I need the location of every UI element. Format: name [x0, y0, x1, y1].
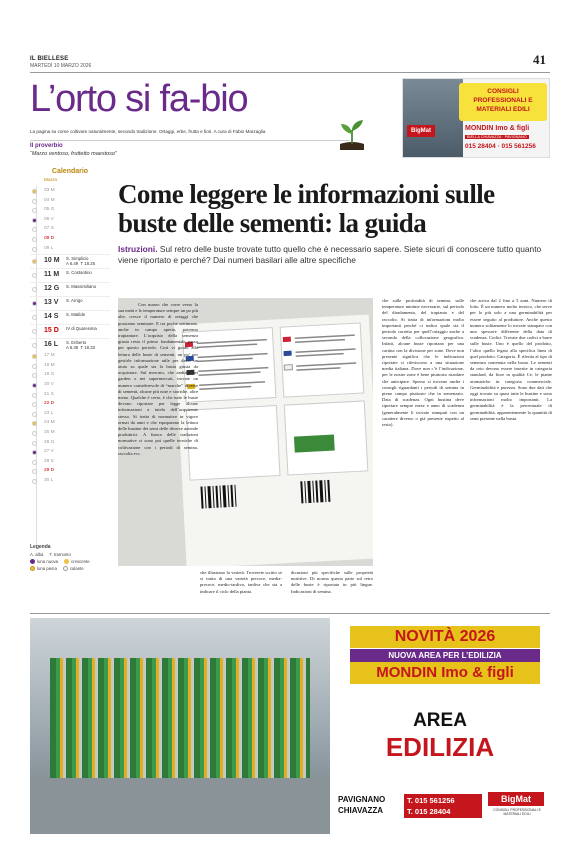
calendar-day-label: 26 G	[44, 439, 55, 445]
town-1: PAVIGNANO	[338, 795, 386, 804]
bigmat-logo: BigMat	[407, 125, 435, 137]
calendar-day-label: 21 S	[44, 391, 54, 397]
calendar-day	[30, 206, 110, 216]
phone-1: T. 015 561256	[407, 796, 455, 805]
calendar-day-label: 22 D	[44, 401, 55, 407]
moon-phase-icon	[32, 199, 37, 204]
calendar-day-label: 27 V	[44, 449, 54, 455]
moon-phase-icon	[32, 383, 37, 388]
ad-top-line2: PROFESSIONALI E	[473, 97, 533, 104]
calendar-day-label: 14 S	[44, 313, 59, 321]
bigmat-logo-bottom: BigMat	[488, 792, 544, 806]
legend-waxing: crescente	[64, 559, 90, 564]
moon-phase-icon	[32, 343, 37, 348]
calendar-saint: S. Massimiliano	[66, 284, 97, 290]
moon-phase-icon	[32, 441, 37, 446]
calendar-day-label: 16 L	[44, 341, 59, 349]
tool-rack	[50, 658, 310, 778]
calendar-day	[30, 391, 110, 401]
calendar-title: Calendario	[51, 168, 89, 175]
moon-phase-icon	[32, 393, 37, 398]
town-2: CHIAVAZZA	[338, 806, 384, 815]
legend-alba: A. alba	[30, 552, 44, 557]
calendar-day	[30, 371, 110, 381]
page-number: 41	[533, 52, 546, 67]
calendar-day	[30, 338, 110, 352]
ad-top-line3: MATERIALI EDILI	[476, 106, 530, 113]
ad-bottom-tagline: CONSIGLI PROFESSIONALI E MATERIALI EDILI	[493, 808, 541, 816]
ad-bottom-panel	[330, 618, 550, 834]
ad-bottom-area: AREA	[413, 710, 467, 731]
calendar-day	[30, 448, 110, 458]
calendar-day-label: 30 L	[44, 477, 54, 483]
ad-top-line1: CONSIGLI	[487, 88, 519, 95]
calendar-day-label: 20 V	[44, 381, 54, 387]
calendar-day	[30, 254, 110, 268]
moon-phase-icon	[32, 237, 37, 242]
proverb-rule	[30, 140, 350, 141]
calendar-day	[30, 429, 110, 439]
calendar-legend	[30, 544, 110, 573]
top-rule	[30, 72, 550, 73]
calendar-day-label: 24 M	[44, 420, 55, 426]
legend-new-moon: luna nuova	[30, 559, 58, 564]
calendar-day-label: 07 S	[44, 226, 54, 232]
legend-title: Legenda	[30, 544, 51, 550]
calendar-day-label: 04 M	[44, 197, 55, 203]
moon-phase-icon	[32, 287, 37, 292]
moon-phase-icon	[32, 208, 37, 213]
proverb-text: “Marzo ventoso, fruttetto maestoso”	[30, 151, 117, 157]
calendar-day	[30, 187, 110, 197]
moon-phase-icon	[32, 460, 37, 465]
ad-top[interactable]	[402, 78, 550, 158]
calendar-day	[30, 245, 110, 255]
calendar-day-label: 10 M	[44, 257, 60, 265]
calendar-saint: S. Arrigo	[66, 298, 83, 304]
ad-bottom-banner: NOVITÀ 2026	[350, 626, 540, 648]
calendar-day	[30, 477, 110, 487]
ad-top-photo	[403, 79, 463, 158]
legend-waning: calante	[63, 566, 84, 571]
ad-top-company: MONDIN Imo & figli	[465, 125, 530, 132]
calendar-day	[30, 282, 110, 296]
calendar-day-label: 09 L	[44, 245, 54, 251]
calendar-day	[30, 352, 110, 362]
proverb-label: Il proverbio	[30, 143, 63, 149]
calendar-month: Marzo	[44, 178, 58, 183]
calendar-saint: IV di Quaresima	[66, 326, 97, 332]
moon-phase-icon	[32, 373, 37, 378]
calendar-day	[30, 324, 110, 338]
article-column-2: che illustrano la varietà. Troverete scritto se si tratta di una varietà precoce, media-precoce, medio-tardiva, tardiva che sta a indicare il ciclo della pianta.	[200, 570, 282, 594]
moon-phase-icon	[32, 301, 37, 306]
calendar-saint: S. Simplicio A 6.49 T 18.25	[66, 256, 95, 267]
calendar-day-label: 05 G	[44, 207, 55, 213]
calendar-day-label: 25 M	[44, 429, 55, 435]
calendar-day	[30, 400, 110, 410]
calendar-day-label: 18 M	[44, 362, 55, 368]
moon-phase-icon	[32, 315, 37, 320]
moon-phase-icon	[32, 412, 37, 417]
calendar-day-label: 29 D	[44, 468, 55, 474]
publication-date: MARTEDÌ 10 MARZO 2026	[30, 63, 92, 69]
calendar-day-label: 19 G	[44, 372, 55, 378]
lead-text: Sul retro delle buste trovate tutto quello che è necessario sapere. Siete sicuri di conoscere tutto quanto viene riportato e perché? Dai numeri basilari alle altre specifiche	[118, 244, 542, 265]
calendar-day	[30, 362, 110, 372]
ad-top-phone: 015 28404 · 015 561256	[465, 143, 536, 150]
calendar-day	[30, 225, 110, 235]
calendar-day-label: 06 V	[44, 216, 54, 222]
calendar-saint: S. Matilde	[66, 312, 86, 318]
calendar-day-label: 12 G	[44, 285, 60, 293]
moon-phase-icon	[32, 450, 37, 455]
calendar-day-label: 23 L	[44, 410, 54, 416]
moon-phase-icon	[32, 421, 37, 426]
store-floor	[30, 778, 330, 834]
calendar-day	[30, 439, 110, 449]
ad-bottom-edilizia: EDILIZIA	[385, 732, 495, 762]
ad-bottom-company: MONDIN Imo & figli	[350, 662, 540, 684]
moon-phase-icon	[32, 247, 37, 252]
ad-top-callout	[459, 83, 547, 121]
article-column-4: che sulle profondità di semina, sulle temperature minime necessarie, sul periodo del diradamento, del trapianto e del raccolto. Si tratta di informazioni molto importanti perché ci indica quale sia il periodo corretto per quell’ortaggio anche a seconda della collocazione geografica. Infatti, alcune buste riportano per una cartina con la divisione per zone. Dove non presente significa che le indicazioni riportate si riferiscono a una situazione media italiana. Dove non c’è l’indicazione, per le nostre zone è bene piuttosto ritardare che anticipare. Spesso si trovano anche i consigli riguardanti i periodi di semina in pieno campo piuttosto che in semenzaio. Data di scadenza. Ogni bustina deve riportare sempre mese e anno di scadenza (generalmente li trovate stampati con un carattere diverso o già presente rispetto al resto).	[382, 298, 464, 428]
calendar-day	[30, 381, 110, 391]
article-column-1-text: Con marzo che corre verso la sua metà e le temperature sempre un po più alte, cresce il numero di ortaggi che possiamo seminare. E tra poche settimane, anche in campo aperto, potremo trapiantare. L’acquisto della semenza giusta resta il primo fondamentale passo per questo periodo. Così vi guido alla lettura delle buste di sementi, un po’ per gestirle informazione utile per darvi un aiuto su quale sia la busta giusta da acquistare. Sul mercato, che andiate nei garden o nei supermercati, trovate un numero considerevole di “marche” diverse di sementi, alcune più note e storiche, altre meno. Qualche è certo, è che tutte le buste devono riportare per legge alcune informazioni a tutela dell’acquirente stesso. Si tratta di normative in vigore ormai da anni e che equiparano la lettura delle bustine dei semi delle diverse aziende produttrici. A fianco delle tradizioni normative ci sono poi quelle tecniche di coltivazione con i periodi di semina, raccolta ecc.	[118, 302, 198, 456]
calendar-saint: S. Costantino	[66, 270, 92, 276]
section-description: La pagina su come coltivare naturalmente, secondo tradizione. Ortaggi, erbe, frutta e fiori. A cura di Fabio Marzaglia	[30, 129, 266, 134]
ad-bottom-towns	[338, 794, 385, 816]
calendar-day	[30, 268, 110, 282]
moon-phase-icon	[32, 431, 37, 436]
calendar-days	[30, 187, 110, 486]
moon-phase-icon	[32, 469, 37, 474]
calendar-day-label: 28 S	[44, 458, 54, 464]
calendar-day	[30, 197, 110, 207]
ad-bottom[interactable]	[30, 618, 550, 834]
moon-phase-icon	[32, 402, 37, 407]
ad-bottom-sub: NUOVA AREA PER L’EDILIZIA	[350, 649, 540, 662]
lead-kicker: Istruzioni.	[118, 244, 158, 254]
article-column-1	[118, 302, 198, 572]
calendar	[30, 168, 110, 608]
sprout-icon	[337, 116, 367, 152]
calendar-day-label: 03 M	[44, 188, 55, 193]
calendar-day-label: 15 D	[44, 327, 59, 335]
calendar-saint: S. Eriberto A 6.38 T 18.33	[66, 340, 95, 351]
legend-full-moon: luna piena	[30, 566, 57, 571]
legend-tramonto: T. tramonto	[49, 552, 71, 557]
ad-bottom-phones	[404, 794, 482, 818]
calendar-day	[30, 467, 110, 477]
article-column-5: che arriva dal 2 fino a 5 anni. Numero di lotto. È un numero molto tecnico, che serve per lo più solo a una germinabilità per essere seguito al produttore. Anche questo numero solitamente lo trovate stampato con uno spessore differente della data di scadenza. Codici. Trovate due codici a barre sulle buste. Uno è quello del prodotto, l’altro quello legato alla specifica linea di quel prodotto. Categoria. È riferita al tipo di semenza contenuta nella busta. Le sementi da orto devono essere inserite in categoria standard, da fiore in qualità Ce, le piante aromatiche in categoria commerciale. Germinabilità e purezza. Sono due dati che oggi trovate su quasi tutte le bustine e sono informazioni molto importanti. La germinabilità è la percentuale di germinabilità, apparentemente la quantità di semi presente nella busta.	[470, 298, 552, 421]
moon-phase-icon	[32, 364, 37, 369]
article-headline: Come leggere le informazioni sulle buste delle sementi: la guida	[118, 179, 495, 238]
calendar-day-label: 08 D	[44, 235, 55, 241]
article-lead	[118, 244, 550, 266]
moon-phase-icon	[32, 259, 37, 264]
calendar-day-label: 17 M	[44, 353, 55, 359]
calendar-day	[30, 410, 110, 420]
calendar-day	[30, 458, 110, 468]
moon-phase-icon	[32, 273, 37, 278]
article-column-3: dicazioni più specifiche sulle proprietà nutritive. Di norma questa parte sul retro delle buste è riportata in più lingue. Indicazioni di semina.	[291, 570, 373, 594]
calendar-day	[30, 419, 110, 429]
moon-phase-icon	[32, 189, 37, 194]
calendar-day	[30, 310, 110, 324]
moon-phase-icon	[32, 227, 37, 232]
section-title: L’orto si fa-bio	[30, 78, 248, 120]
calendar-day	[30, 235, 110, 245]
calendar-day-label: 13 V	[44, 299, 59, 307]
calendar-day	[30, 296, 110, 310]
calendar-day	[30, 216, 110, 226]
calendar-day-label: 11 M	[44, 271, 60, 279]
moon-phase-icon	[32, 479, 37, 484]
publication-name: IL BIELLESE	[30, 56, 69, 62]
ad-top-locations: BIELLA CHIAVAZZA · PAVIGNANO	[467, 135, 527, 139]
ad-bottom-store-photo	[30, 618, 330, 834]
moon-phase-icon	[32, 354, 37, 359]
moon-phase-icon	[32, 218, 37, 223]
phone-2: T. 015 28404	[407, 807, 451, 816]
ad-separator	[30, 613, 550, 614]
moon-phase-icon	[32, 329, 37, 334]
